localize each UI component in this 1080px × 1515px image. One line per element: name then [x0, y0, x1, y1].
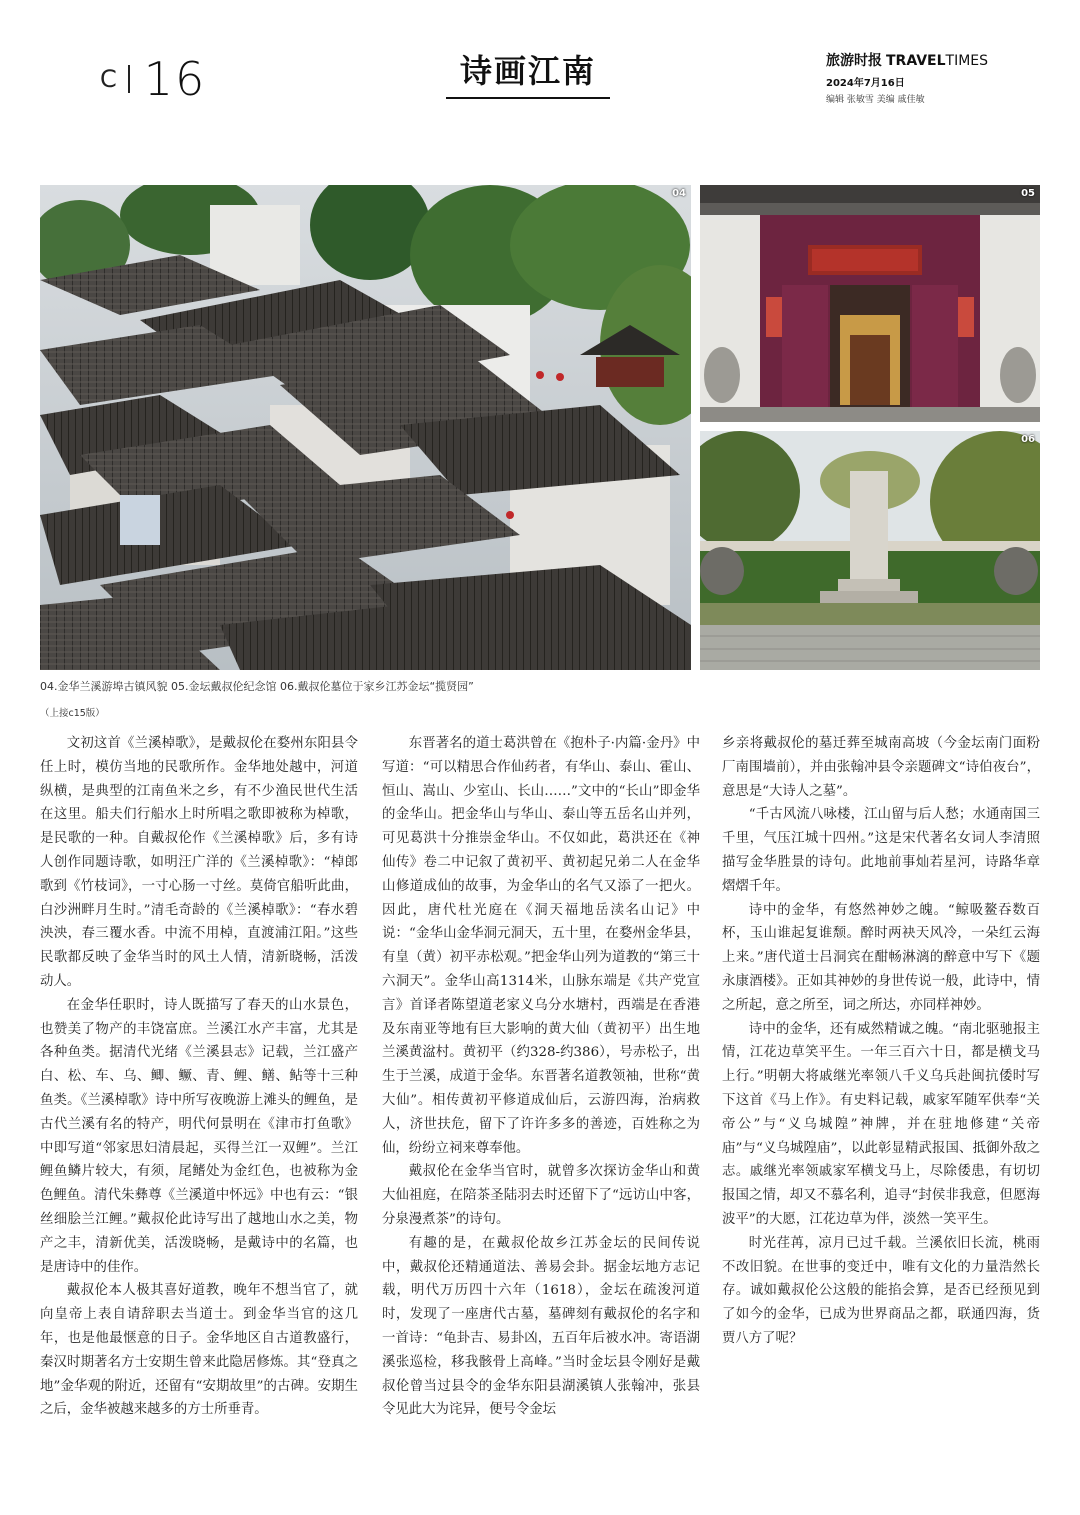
article-column-2 [382, 732, 700, 1422]
paragraph: 时光荏苒，凉月已过千载。兰溪依旧长流，桃雨不改旧貌。在世事的变迁中，唯有文化的力量浩然长存。诚如戴叔伦公这般的能掐会算，是否已经预见到了如今的金华，已成为世界商品之都，联通四海，货贾八方了呢？ [722, 1235, 1040, 1346]
brand-name-cn: 旅游时报 [826, 53, 882, 69]
paragraph: 东晋著名的道士葛洪曾在《抱朴子·内篇·金丹》中写道：“可以精思合作仙药者，有华山、泰山、霍山、恒山、嵩山、少室山、长山……”文中的“长山”即金华的金华山。把金华山与华山、泰山等五岳名山并列，可见葛洪十分推崇金华山。不仅如此，葛洪还在《神仙传》卷二中记叙了黄初平、黄初起兄弟二人在金华山修道成仙的故事，为金华山的名气又添了一把火。因此，唐代杜光庭在《洞天福地岳渎名山记》中说：“金华山金华洞元洞天，五十里，在婺州金华县，有皇（黄）初平赤松观。”把金华山列为道教的“第三十六洞天”。金华山高1314米，山脉东端是《共产党宣言》首译者陈望道老家义乌分水塘村，西端是在香港及东南亚等地有巨大影响的黄大仙（黄初平）出生地兰溪黄湓村。黄初平（约328-约386），号赤松子，出生于兰溪，成道于金华。东晋著名道教领袖，世称“黄大仙”。相传黄初平修道成仙后，云游四海，治病救人，济世扶危，留下了许许多多的善迹，百姓称之为仙，纷纷立祠来尊奉他。 [382, 736, 700, 1156]
photo-ancient-town [40, 185, 691, 670]
paragraph: 在金华任职时，诗人既描写了春天的山水景色，也赞美了物产的丰饶富庶。兰溪江水产丰富，尤其是各种鱼类。据清代光绪《兰溪县志》记载，兰江盛产白、松、车、乌、鲫、鳜、青、鲤、鳝、鲇等十三种鱼类。《兰溪棹歌》诗中所写夜晚游上滩头的鲤鱼，是古代兰溪有名的特产，明代何景明在《津市打鱼歌》中即写道“邻家思妇清晨起，买得兰江一双鲤”。兰江鲤鱼鳞片较大，有须，尾鳍处为金红色，也被称为金色鲤鱼。清代朱彝尊《兰溪道中怀远》中也有云：“银丝细脍兰江鲤。”戴叔伦此诗写出了越地山水之美，物产之丰，清新优美，活泼晓畅，是戴诗中的名篇，也是唐诗中的佳作。 [40, 997, 358, 1275]
photo-number: 04 [672, 188, 686, 199]
editors-credit: 编辑 张敏雪 美编 戚佳敏 [826, 95, 925, 105]
paragraph: “千古风流八咏楼，江山留与后人愁；水通南国三千里，气压江城十四州。”这是宋代著名女词人李清照描写金华胜景的诗句。此地前事灿若星河，诗路华章熠熠千年。 [722, 807, 1040, 894]
article-column-1 [40, 732, 358, 1422]
page-number: 16 [143, 52, 207, 106]
paragraph: 诗中的金华，有悠然神妙之魄。“鲸吸鳌吞数百杯，玉山谁起复谁颓。醉时两袂天风冷，一朵红云海上来。”唐代道士吕洞宾在酣畅淋漓的醉意中写下《题永康酒楼》。正如其神妙的身世传说一般，此诗中，情之所起，意之所至，词之所达，亦同样神妙。 [722, 902, 1040, 1013]
paragraph: 有趣的是，在戴叔伦故乡江苏金坛的民间传说中，戴叔伦还精通道法、善易会卦。据金坛地方志记载，明代万历四十六年（1618），金坛在疏浚河道时，发现了一座唐代古墓，墓碑刻有戴叔伦的名字和一首诗：“龟卦吉、易卦凶，五百年后被水冲。寄语湖溪张巡检，移我骸骨上高峰。”当时金坛县令刚好是戴叔伦曾当过县令的金华东阳县湖溪镇人张翰冲，张县令见此大为诧异，便号令金坛 [382, 1235, 700, 1418]
photo-tomb-garden [700, 431, 1040, 670]
section-marker [100, 52, 206, 106]
brand-name-en-light: TIMES [945, 53, 989, 69]
paragraph: 戴叔伦在金华当官时，就曾多次探访金华山和黄大仙祖庭，在陪茶圣陆羽去时还留下了“远访山中客，分泉漫煮茶”的诗句。 [382, 1164, 700, 1227]
paragraph: 乡亲将戴叔伦的墓迁葬至城南高坡（今金坛南门面粉厂南围墙前），并由张翰冲县令亲题碑文“诗伯夜台”，意思是“大诗人之墓”。 [722, 736, 1040, 799]
title-underline [446, 97, 610, 99]
paragraph: 戴叔伦本人极其喜好道教，晚年不想当官了，就向皇帝上表自请辞职去当道士。到金华当官的这几年，也是他最惬意的日子。金华地区自古道教盛行，秦汉时期著名方士安期生曾来此隐居修炼。其“登真之地”金华观的附近，还留有“安期故里”的古碑。安期生之后，金华被越来越多的方士所垂青。 [40, 1283, 358, 1418]
brand-name-en-bold: TRAVEL [886, 53, 946, 69]
photo-number: 06 [1021, 434, 1035, 445]
photo-memorial-hall [700, 185, 1040, 422]
masthead [826, 50, 988, 105]
issue-date: 2024年7月16日 [826, 78, 905, 89]
photo-caption: 04.金华兰溪游埠古镇风貌 05.金坛戴叔伦纪念馆 06.戴叔伦墓位于家乡江苏金坛“揽贤园” [40, 680, 474, 693]
section-letter: C [100, 65, 118, 93]
section-divider [128, 65, 130, 93]
page-title: 诗画江南 [459, 52, 596, 90]
continued-note: （上接c15版） [40, 708, 105, 719]
paragraph: 诗中的金华，还有威然精诚之魄。“南北驱驰报主情，江花边草笑平生。一年三百六十日，都是横戈马上行。”明朝大将戚继光率领八千义乌兵赴闽抗倭时写下这首《马上作》。有史料记载，戚家军随军供奉“关帝公”与“义乌城隍”神牌，并在驻地修建“关帝庙”与“义乌城隍庙”，以此彰显精武报国、抵御外敌之志。戚继光率领戚家军横戈马上，尽除倭患，有切切报国之情，却又不慕名利，追寻“封侯非我意，但愿海波平”的大愿，江花边草为伴，淡然一笑平生。 [722, 1021, 1040, 1227]
article-column-3 [722, 732, 1040, 1351]
photo-number: 05 [1021, 188, 1035, 199]
paragraph: 文初这首《兰溪棹歌》，是戴叔伦在婺州东阳县令任上时，模仿当地的民歌所作。金华地处越中，河道纵横，是典型的江南鱼米之乡，有不少渔民世代生活在这里。船夫们行船水上时所唱之歌即被称为棹歌，是民歌的一种。自戴叔伦作《兰溪棹歌》后，多有诗人创作同题诗歌，如明汪广洋的《兰溪棹歌》：“棹郎歌到《竹枝词》，一寸心肠一寸丝。莫倚官船听此曲，白沙洲畔月生时。”清毛奇龄的《兰溪棹歌》：“春水碧泱泱，春三覆水香。中流不用棹，直渡浦江阳。”这些民歌都反映了金华当时的风土人情，清新晓畅，活泼动人。 [40, 736, 358, 989]
